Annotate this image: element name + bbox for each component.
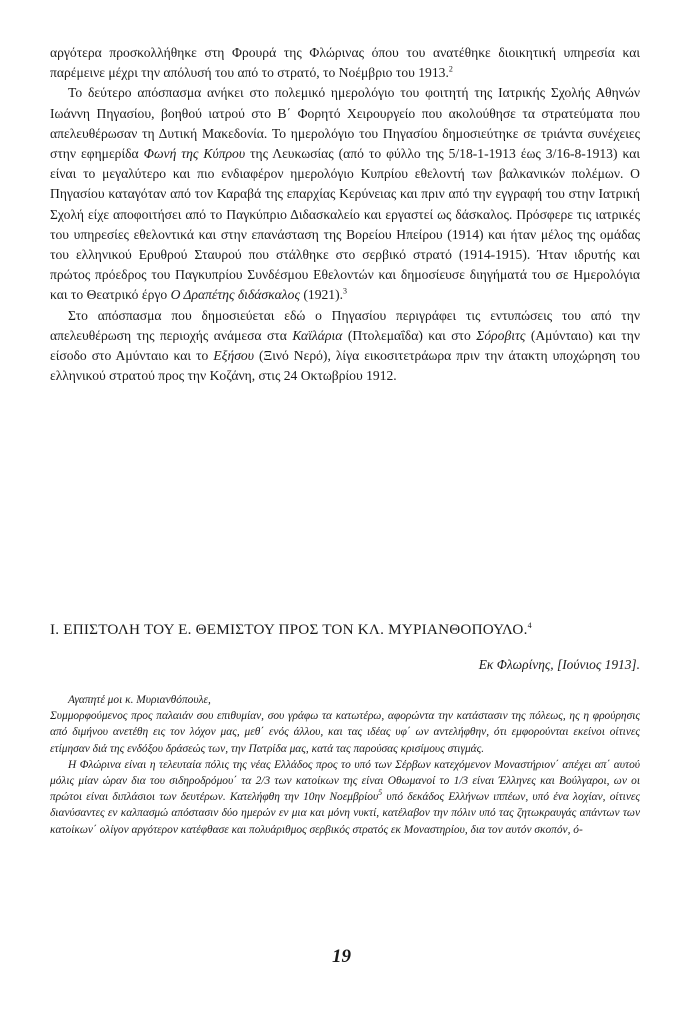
place-name: Σόροβιτς [476, 327, 526, 343]
letter-salutation: Αγαπητέ μοι κ. Μυριανθόπουλε, [68, 694, 211, 706]
footnote-ref-2: 2 [448, 64, 453, 74]
section-heading: Ι. ΕΠΙΣΤΟΛΗ ΤΟΥ Ε. ΘΕΜΙΣΤΟΥ ΠΡΟΣ ΤΟΝ ΚΛ. ΜΥΡΙΑΝΘΟΠΟΥΛΟ.$^4$ [50, 620, 532, 638]
letter-text [50, 692, 640, 838]
paragraph-1: αργότερα προσκολλήθηκε στη Φρουρά της Φλώρινας όπου του ανατέθηκε διοικητική υπηρεσία και παρέμεινε μέχρι την απόλυσή του από το στρατό, το Νοέμβριο του 1913.$^2$ [50, 45, 640, 81]
newspaper-title: Φωνή της Κύπρου [143, 146, 246, 162]
page-number: 19 [332, 946, 351, 967]
footnote-ref-5: 5 [378, 788, 383, 798]
letter-paragraph-1: Συμμορφούμενος προς παλαιάν σου επιθυμίαν, σου γράφω τα κατωτέρω, αφορώντα την κατάστασιν της πόλεως, ης η φρούρησις από διμήνου ανετέθη εις τον λόχον μας, μεθ΄ ενός άλλου, και τας ιδέας υφ΄ ων αντελήφθην, ότι εμφορούνται εκείνοι οίτινες ετίμησαν διά της ενδόξου δράσεώς των, την Πατρίδα μας, κατά τας παρούσας κρισίμους στιγμάς. [50, 710, 640, 755]
paragraph-2: Το δεύτερο απόσπασμα ανήκει στο πολεμικό ημερολόγιο του φοιτητή της Ιατρικής Σχολής Αθηνών Ιωάννη Πηγασίου, βοηθού ιατρού στο Β΄ Φορητό Χειρουργείο που ακολούθησε τα στρατεύματα που απελευθέρωσαν τη Δυτική Μακεδονία. Το ημερολόγιο του Πηγασίου δημοσιεύτηκε σε τριάντα συνέχειες στην εφημερίδα Φωνή της Κύπρου της Λευκωσίας (από το φύλλο της 5/18-1-1913 έως 3/16-8-1913) και είναι το μεγαλύτερο και πιο ενδιαφέρον ημερολόγιο Κυπρίου εθελοντή των βαλκανικών πολέμων. Ο Πηγασίου καταγόταν από τον Καραβά της επαρχίας Κερύνειας και πριν από την εγγραφή του στην Ιατρική Σχολή είχε αποφοιτήσει από το Παγκύπριο Διδασκαλείο και εργαστεί ως δάσκαλος. Πρόσφερε τις ιατρικές του υπηρεσίες εθελοντικά και στην επανάσταση της Βορείου Ηπείρου (1914) και ήταν μέλος της ομάδας του ελληνικού Ερυθρού Σταυρού που στάλθηκε στο σερβικό στρατό (1914-1915). Ήταν ιδρυτής και πρώτος πρόεδρος του Παγκυπρίου Συνδέσμου Εθελοντών και δημοσίευσε διηγήματά του σε Ημερολόγια και το Θεατρικό έργο Ο Δραπέτης διδάσκαλος (1921).$^3$ [50, 85, 640, 303]
play-title: Ο Δραπέτης διδάσκαλος [170, 287, 300, 303]
body-text [50, 43, 640, 386]
footnote-ref-4: 4 [527, 620, 532, 630]
place-name: Εξήσου [213, 348, 254, 364]
footnote-ref-3: 3 [343, 286, 348, 296]
place-name: Καϊλάρια [292, 327, 343, 343]
letter-paragraph-2: Η Φλώρινα είναι η τελευταία πόλις της νέας Ελλάδος προς το υπό των Σέρβων κατεχόμενον Μοναστήριον΄ απέχει απ΄ αυτού μόλις μίαν ώραν δια του σιδηροδρόμου΄ τα 2/3 των κατοίκων της είναι Οθωμανοί το 1/3 είναι Έλληνες και Βούλγαροι, ων οι πρώτοι είναι διπλάσιοι των δευτέρων. Κατελήφθη την 10ην Νοεμβρίου$^5$ υπό δεκάδος Ελλήνων ιππέων, υπό ένα λοχίαν, οίτινες διανύσαντες εν καλπασμώ απόστασιν δύο ημερών εν μια και μόνη νυκτί, κατέλαβον την πόλιν υπό τας ζητωκραυγάς απάντων των κατοίκων΄ ολίγον αργότερον κατέφθασε και πολυάριθμος σερβικός στρατός εκ Μοναστηρίου, δια τον αυτόν σκοπόν, ό- [50, 758, 640, 836]
letter-place-date: Εκ Φλωρίνης, [Ιούνιος 1913]. [478, 657, 640, 672]
paragraph-3: Στο απόσπασμα που δημοσιεύεται εδώ ο Πηγασίου περιγράφει τις εντυπώσεις του από την απελευθέρωση της περιοχής ανάμεσα στα Καϊλάρια (Πτολεμαΐδα) και στο Σόροβιτς (Αμύνταιο) και την είσοδο στο Αμύνταιο και το Εξήσου (Ξινό Νερό), λίγα εικοσιτετράωρα πριν την άτακτη υποχώρηση του ελληνικού στρατού προς την Κοζάνη, στις 24 Οκτωβρίου 1912. [50, 307, 640, 384]
